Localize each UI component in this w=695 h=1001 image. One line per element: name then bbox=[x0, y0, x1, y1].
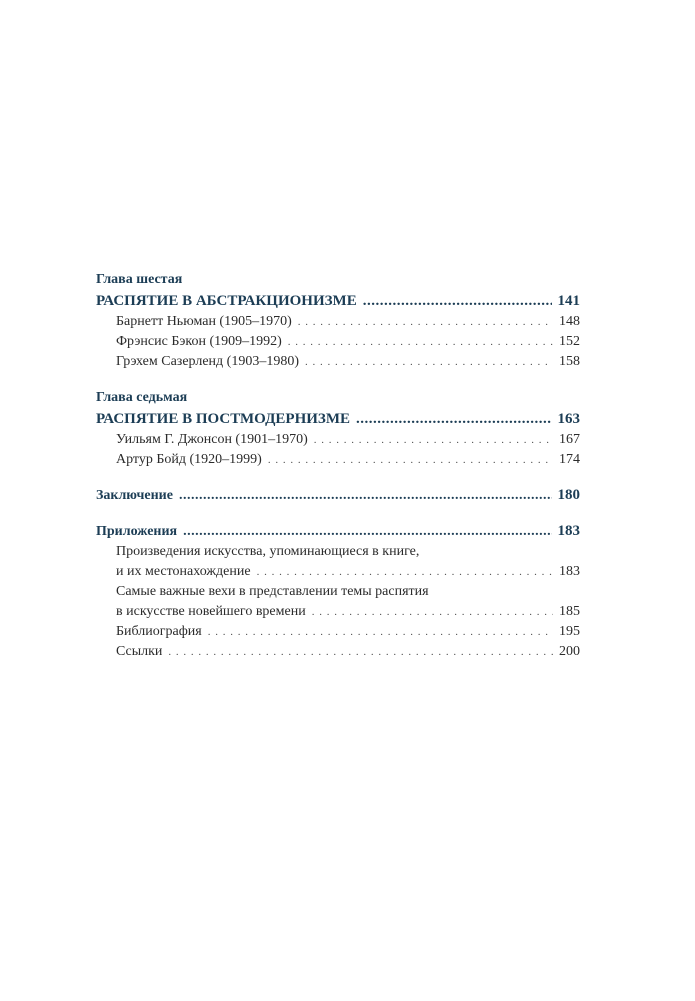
entry-title: Фрэнсис Бэкон (1909–1992) bbox=[116, 334, 282, 349]
entry-title: и их местонахождение bbox=[116, 564, 251, 579]
chapter-6-title: РАСПЯТИЕ В АБСТРАКЦИОНИЗМЕ bbox=[96, 293, 357, 309]
entry-page: 200 bbox=[559, 644, 580, 659]
conclusion-page: 180 bbox=[557, 487, 580, 503]
dot-leader bbox=[356, 408, 552, 430]
toc-entry-boyd[interactable] bbox=[96, 450, 580, 470]
entry-title: Библиография bbox=[116, 624, 202, 639]
toc-entry-johnson[interactable] bbox=[96, 430, 580, 450]
chapter-6-title-row[interactable] bbox=[96, 290, 580, 312]
dot-leader bbox=[314, 430, 553, 450]
entry-page: 167 bbox=[559, 432, 580, 447]
dot-leader bbox=[363, 290, 552, 312]
dot-leader bbox=[168, 642, 553, 662]
dot-leader bbox=[312, 602, 553, 622]
table-of-contents bbox=[96, 270, 580, 662]
entry-title: Грэхем Сазерленд (1903–1980) bbox=[116, 354, 299, 369]
dot-leader bbox=[257, 562, 553, 582]
entry-title: Ссылки bbox=[116, 644, 163, 659]
toc-entry-newman[interactable] bbox=[96, 312, 580, 332]
appendix-row[interactable] bbox=[96, 520, 580, 542]
dot-leader bbox=[179, 485, 552, 507]
chapter-6-label: Глава шестая bbox=[96, 272, 183, 287]
entry-title: Барнетт Ньюман (1905–1970) bbox=[116, 314, 292, 329]
dot-leader bbox=[298, 312, 553, 332]
chapter-7-title: РАСПЯТИЕ В ПОСТМОДЕРНИЗМЕ bbox=[96, 411, 350, 427]
appendix-page: 183 bbox=[557, 523, 580, 539]
conclusion-title: Заключение bbox=[96, 488, 173, 503]
dot-leader bbox=[268, 450, 553, 470]
entry-page: 195 bbox=[559, 624, 580, 639]
dot-leader bbox=[208, 622, 553, 642]
entry-page: 174 bbox=[559, 452, 580, 467]
chapter-7-page: 163 bbox=[557, 411, 580, 427]
chapter-7-title-row[interactable] bbox=[96, 408, 580, 430]
appendix-entry-bibliography[interactable] bbox=[96, 622, 580, 642]
toc-entry-bacon[interactable] bbox=[96, 332, 580, 352]
conclusion-row[interactable] bbox=[96, 484, 580, 506]
appendix-entry-milestones-line1: Самые важные вехи в представлении темы распятия bbox=[116, 584, 429, 599]
toc-entry-sutherland[interactable] bbox=[96, 352, 580, 372]
entry-title: в искусстве новейшего времени bbox=[116, 604, 306, 619]
entry-title: Артур Бойд (1920–1999) bbox=[116, 452, 262, 467]
entry-page: 152 bbox=[559, 334, 580, 349]
chapter-7-label: Глава седьмая bbox=[96, 390, 188, 405]
appendix-entry-artworks-line1: Произведения искусства, упоминающиеся в книге, bbox=[116, 544, 420, 559]
entry-title: Уильям Г. Джонсон (1901–1970) bbox=[116, 432, 308, 447]
dot-leader bbox=[288, 332, 553, 352]
appendix-entry-artworks[interactable] bbox=[96, 562, 580, 582]
entry-page: 148 bbox=[559, 314, 580, 329]
entry-page: 185 bbox=[559, 604, 580, 619]
entry-page: 158 bbox=[559, 354, 580, 369]
dot-leader bbox=[183, 521, 551, 543]
chapter-6-page: 141 bbox=[557, 293, 580, 309]
appendix-entry-references[interactable] bbox=[96, 642, 580, 662]
dot-leader bbox=[305, 352, 553, 372]
appendix-entry-milestones[interactable] bbox=[96, 602, 580, 622]
entry-page: 183 bbox=[559, 564, 580, 579]
appendix-title: Приложения bbox=[96, 524, 178, 539]
